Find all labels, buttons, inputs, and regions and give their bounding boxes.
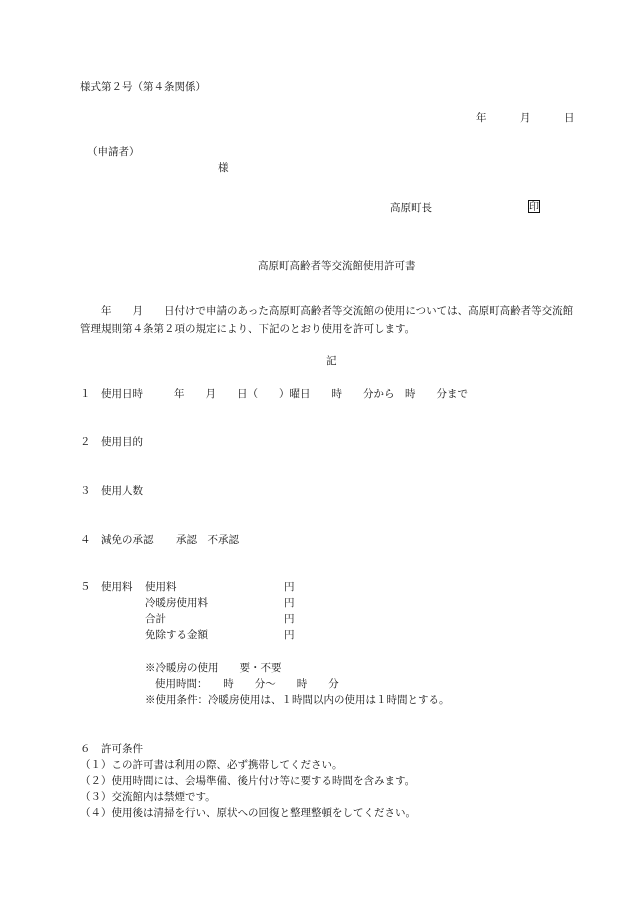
fee-unit: 円 bbox=[284, 581, 295, 593]
ac-condition: ※使用条件：冷暖房使用は、１時間以内の使用は１時間とする。 bbox=[145, 694, 450, 706]
fee-unit: 円 bbox=[284, 597, 295, 609]
date-month: 月 bbox=[520, 112, 531, 124]
ac-time: 使用時間： 時 分～ 時 分 bbox=[155, 678, 339, 690]
item4-value: 承認 不承認 bbox=[176, 534, 239, 546]
fee-unit: 円 bbox=[284, 629, 295, 641]
fee-name: 免除する金額 bbox=[145, 629, 208, 641]
fee-name: 冷暖房使用料 bbox=[145, 597, 208, 609]
applicant-label: （申請者） bbox=[87, 146, 140, 158]
item1-value: 年 月 日（ ）曜日 時 分から 時 分まで bbox=[174, 388, 468, 400]
ac-use: ※冷暖房の使用 要・不要 bbox=[145, 662, 282, 674]
condition-item: （２）使用時間には、会場準備、後片付け等に要する時間を含みます。 bbox=[80, 775, 416, 787]
fee-unit: 円 bbox=[284, 613, 295, 625]
item2-label: ２ 使用目的 bbox=[80, 436, 143, 448]
date-year: 年 bbox=[476, 112, 487, 124]
item5-label: ５ 使用料 bbox=[80, 581, 133, 593]
item1-label: １ 使用日時 bbox=[80, 388, 143, 400]
item3-label: ３ 使用人数 bbox=[80, 485, 143, 497]
seal-mark: 印 bbox=[529, 202, 539, 213]
intro-line-1: 年 月 日付けで申請のあった高原町高齢者等交流館の使用については、高原町高齢者等交流館 bbox=[101, 305, 574, 317]
record-mark: 記 bbox=[326, 355, 337, 367]
condition-item: （３）交流館内は禁煙です。 bbox=[80, 791, 216, 803]
document-title: 高原町高齢者等交流館使用許可書 bbox=[258, 260, 416, 272]
issuer: 高原町長 bbox=[390, 202, 432, 214]
date-day: 日 bbox=[564, 112, 575, 124]
intro-line-2: 管理規則第４条第２項の規定により、下記のとおり使用を許可します。 bbox=[80, 323, 416, 335]
conditions-heading: ６ 許可条件 bbox=[80, 743, 143, 755]
fee-name: 合計 bbox=[145, 613, 166, 625]
item4-label: ４ 減免の承認 bbox=[80, 534, 154, 546]
fee-name: 使用料 bbox=[145, 581, 177, 593]
condition-item: （４）使用後は清掃を行い、原状への回復と整理整頓をしてください。 bbox=[80, 807, 416, 819]
condition-item: （１）この許可書は利用の際、必ず携帯してください。 bbox=[80, 759, 343, 771]
form-number: 様式第２号（第４条関係） bbox=[80, 81, 206, 93]
honorific: 様 bbox=[218, 162, 229, 174]
